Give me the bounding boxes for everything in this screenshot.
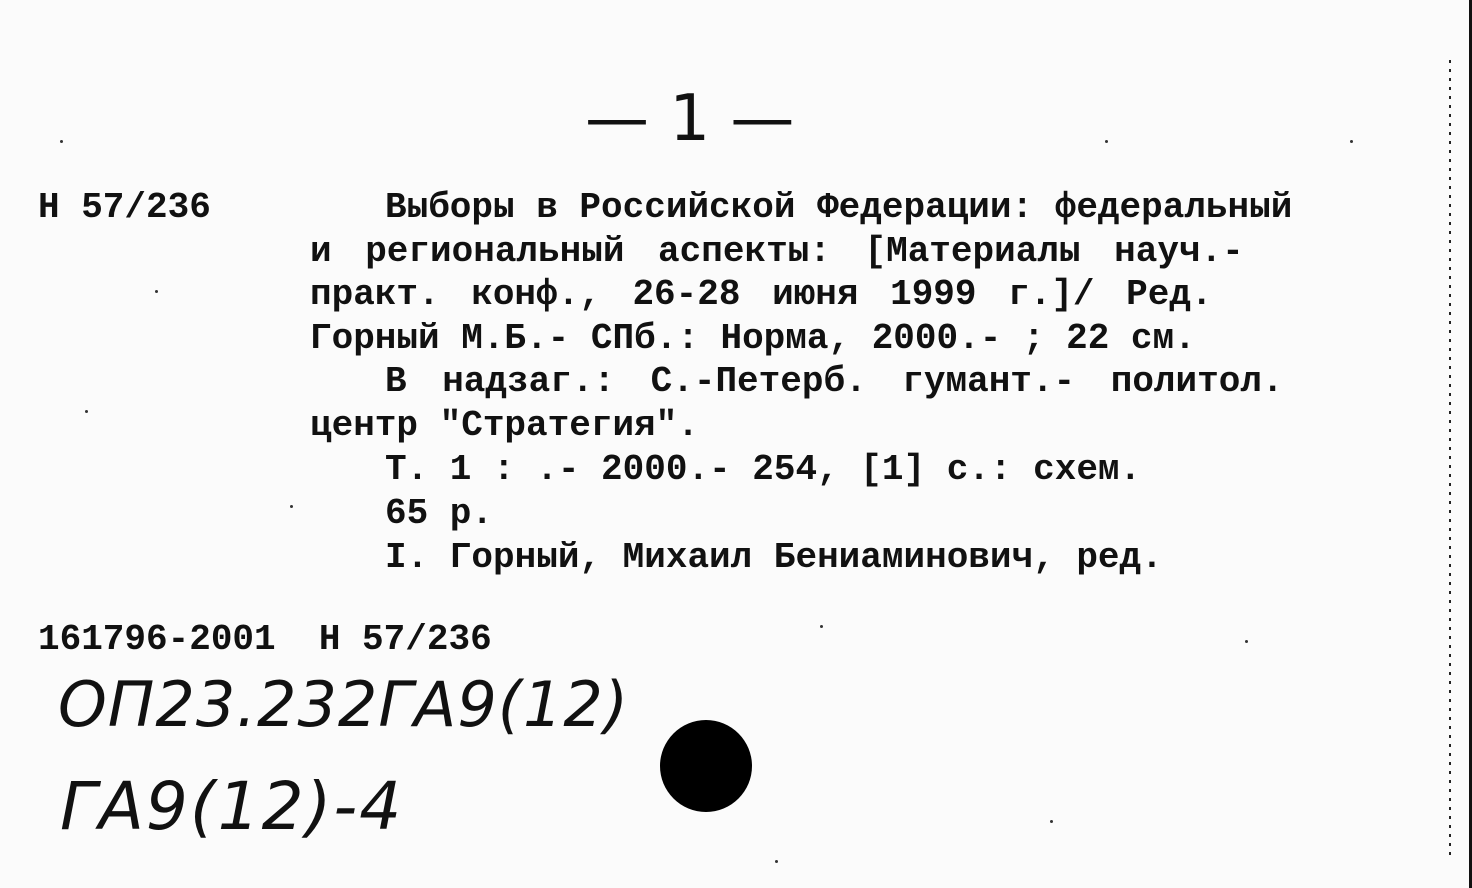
- scan-speck: [1105, 140, 1108, 143]
- note-line-2: центр "Стратегия".: [310, 405, 699, 446]
- handwritten-class-1: ОП23.232ГА9(12): [58, 668, 630, 741]
- scan-speck: [775, 860, 778, 863]
- handwritten-class-2: ГА9(12)-4: [60, 768, 404, 845]
- sheet-number: — 1 —: [585, 82, 795, 156]
- title-line-2: и региональный аспекты: [Материалы науч.-: [310, 231, 1244, 272]
- scan-speck: [820, 625, 823, 628]
- title-line-1: Выборы в Российской Федерации: федеральный: [385, 187, 1293, 228]
- price-line: 65 р.: [385, 493, 494, 534]
- scan-edge: [1449, 60, 1451, 860]
- title-line-3: практ. конф., 26-28 июня 1999 г.]/ Ред.: [310, 274, 1213, 315]
- accession-number: 161796-2001 Н 57/236: [38, 619, 492, 660]
- scan-speck: [60, 140, 63, 143]
- scan-speck: [85, 410, 88, 413]
- scan-speck: [1245, 640, 1248, 643]
- scan-speck: [290, 505, 293, 508]
- punch-hole: [656, 716, 756, 816]
- scan-speck: [1050, 820, 1053, 823]
- scan-speck: [1350, 140, 1353, 143]
- shelf-mark: Н 57/236: [38, 187, 211, 228]
- tracing-line: I. Горный, Михаил Бениаминович, ред.: [385, 537, 1163, 578]
- volume-line: Т. 1 : .- 2000.- 254, [1] с.: схем.: [385, 449, 1142, 490]
- title-line-4: Горный М.Б.- СПб.: Норма, 2000.- ; 22 см.: [310, 318, 1196, 359]
- scan-speck: [155, 290, 158, 293]
- note-line-1: В надзаг.: С.-Петерб. гумант.- политол.: [385, 361, 1284, 402]
